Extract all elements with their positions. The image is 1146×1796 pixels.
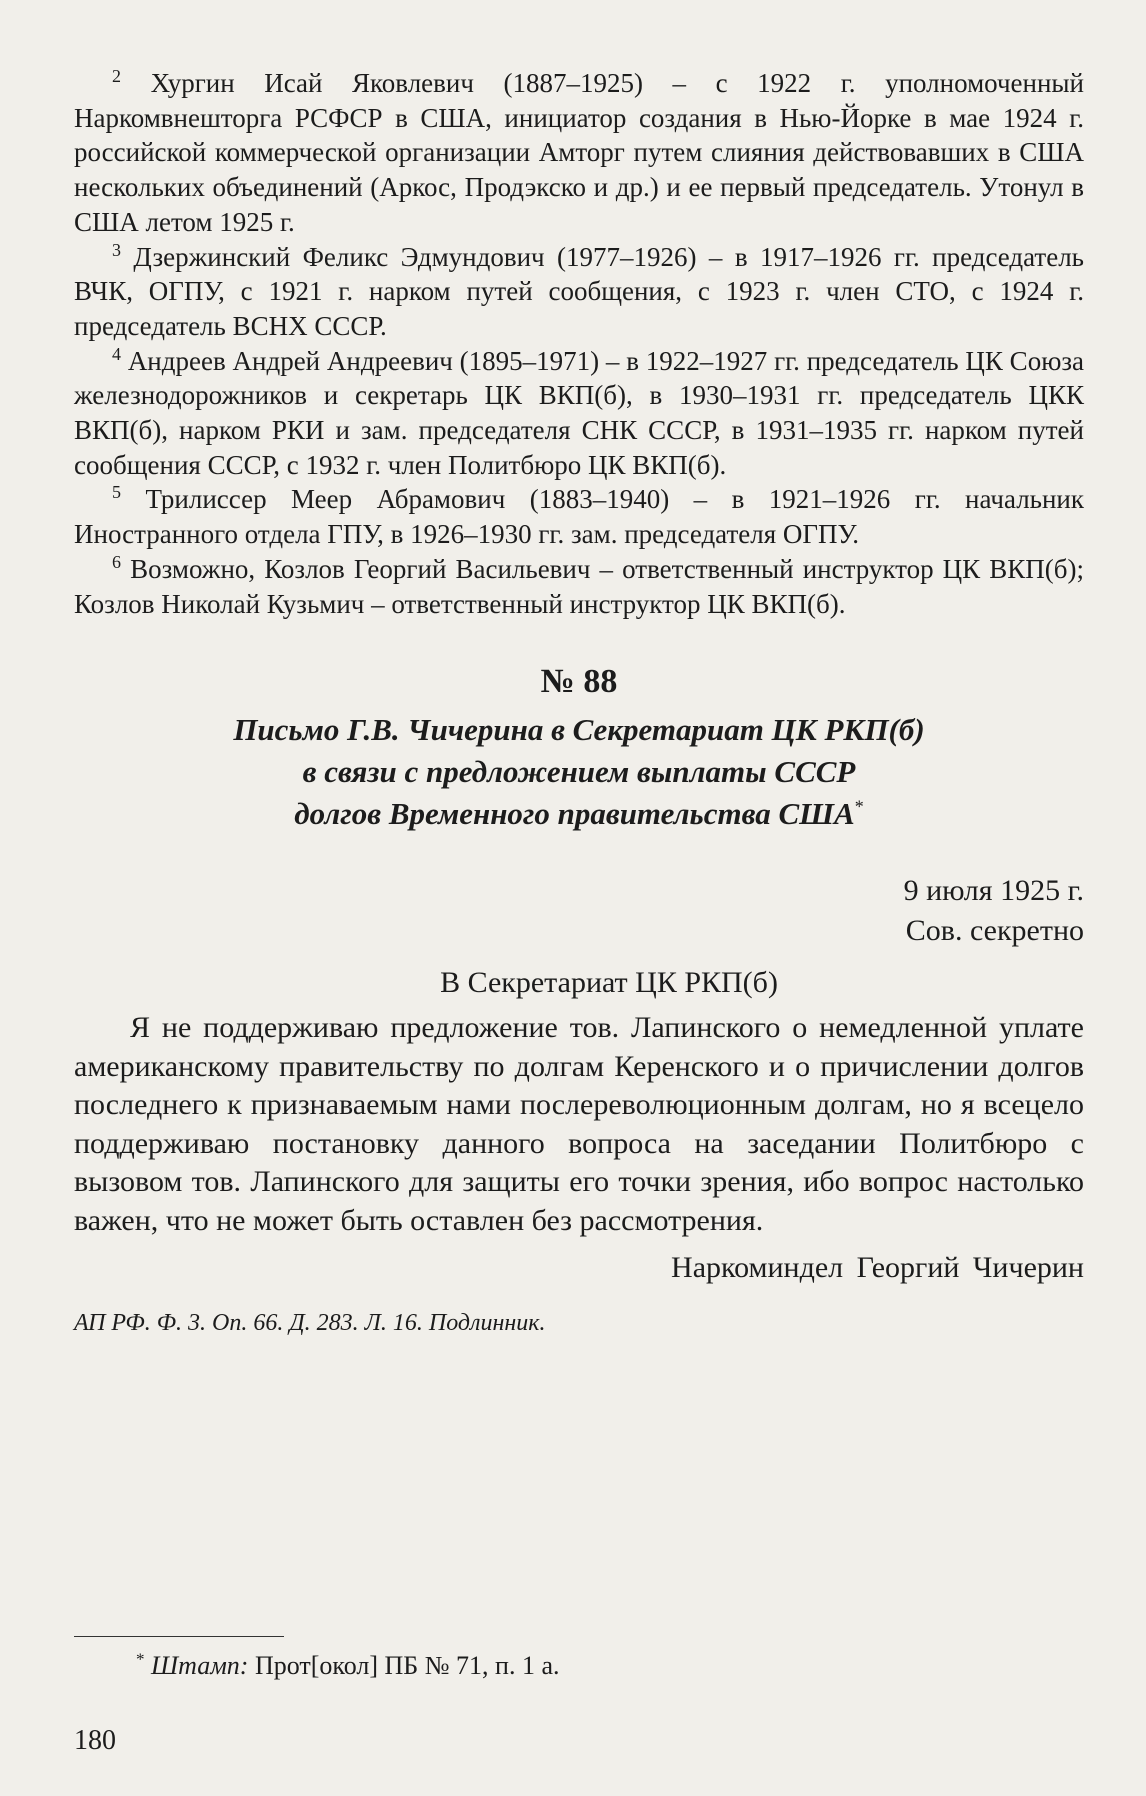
footnote-marker: 6 <box>112 551 121 572</box>
footnote-5 <box>74 482 1084 551</box>
document-number: № 88 <box>540 663 618 701</box>
addressee: В Секретариат ЦК РКП(б) <box>440 966 778 1000</box>
footnote-marker: 3 <box>112 239 121 260</box>
footnote-text: Дзержинский Феликс Эдмундович (1977–1926) – в 1917–1926 гг. председатель ВЧК, ОГПУ, с 1921 г. нарком путей сообщения, с 1923 г. член СТО, с 1924 г. председатель ВСНХ СССР. <box>74 241 1084 341</box>
page-content <box>74 66 1084 1338</box>
stamp-text: Прот[окол] ПБ № 71, п. 1 а. <box>248 1651 560 1680</box>
footnotes <box>74 66 1084 621</box>
title-footnote-marker: * <box>854 796 864 817</box>
document-title <box>74 709 1084 835</box>
stamp-footnote <box>136 1650 560 1682</box>
footnote-marker: 5 <box>112 482 121 503</box>
footnote-text: Возможно, Козлов Георгий Васильевич – ответственный инструктор ЦК ВКП(б); Козлов Николай Кузьмич – ответственный инструктор ЦК ВКП(б). <box>74 553 1084 619</box>
footnote-6 <box>74 552 1084 621</box>
footnote-divider <box>74 1636 284 1637</box>
document-title-line-2: в связи с предложением выплаты СССР <box>302 754 856 790</box>
signature: Наркоминдел Георгий Чичерин <box>671 1251 1084 1285</box>
stamp-label: Штамп: <box>151 1651 249 1680</box>
footnote-text: Трилиссер Меер Абрамович (1883–1940) – в 1921–1926 гг. начальник Иностранного отдела ГПУ, в 1926–1930 гг. зам. председателя ОГПУ. <box>74 484 1084 550</box>
classification-label: Сов. секретно <box>905 914 1084 948</box>
footnote-marker: 2 <box>112 66 121 86</box>
footnote-3 <box>74 240 1084 344</box>
archive-reference: АП РФ. Ф. 3. Оп. 66. Д. 283. Л. 16. Подлинник. <box>74 1310 546 1337</box>
footnote-2 <box>74 66 1084 240</box>
footnote-4 <box>74 344 1084 483</box>
stamp-footnote-marker: * <box>136 1649 145 1669</box>
letter-body: Я не поддерживаю предложение тов. Лапинского о немедленной уплате американскому правительству по долгам Керенского и о причислении долгов последнего к признаваемым нами послереволюционным долгам, но я всецело поддерживаю постановку данного вопроса на заседании Политбюро с вызовом тов. Лапинского для защиты его точки зрения, ибо вопрос настолько важен, что не может быть оставлен без рассмотрения. <box>74 1011 1084 1237</box>
footnote-text: Андреев Андрей Андреевич (1895–1971) – в 1922–1927 гг. председатель ЦК Союза железнодорожников и секретарь ЦК ВКП(б), в 1930–1931 гг. председатель ЦКК ВКП(б), нарком РКИ и зам. председателя СНК СССР, в 1931–1935 гг. нарком путей сообщения СССР, с 1932 г. член Политбюро ЦК ВКП(б). <box>74 345 1085 480</box>
footnote-marker: 4 <box>112 343 121 364</box>
document-date: 9 июля 1925 г. <box>903 874 1084 908</box>
footnote-text: Хургин Исай Яковлевич (1887–1925) – с 1922 г. уполномоченный Наркомвнешторга РСФСР в США, инициатор создания в Нью-Йорке в мае 1924 г. российской коммерческой организации Амторг путем слияния действовавших в США нескольких объединений (Аркос, Продэкско и др.) и ее первый председатель. Утонул в США летом 1925 г. <box>74 68 1085 237</box>
document-title-line-1: Письмо Г.В. Чичерина в Секретариат ЦК РКП(б) <box>233 712 925 748</box>
document-title-line-3: долгов Временного правительства США <box>294 796 855 832</box>
page-number: 180 <box>74 1725 116 1756</box>
